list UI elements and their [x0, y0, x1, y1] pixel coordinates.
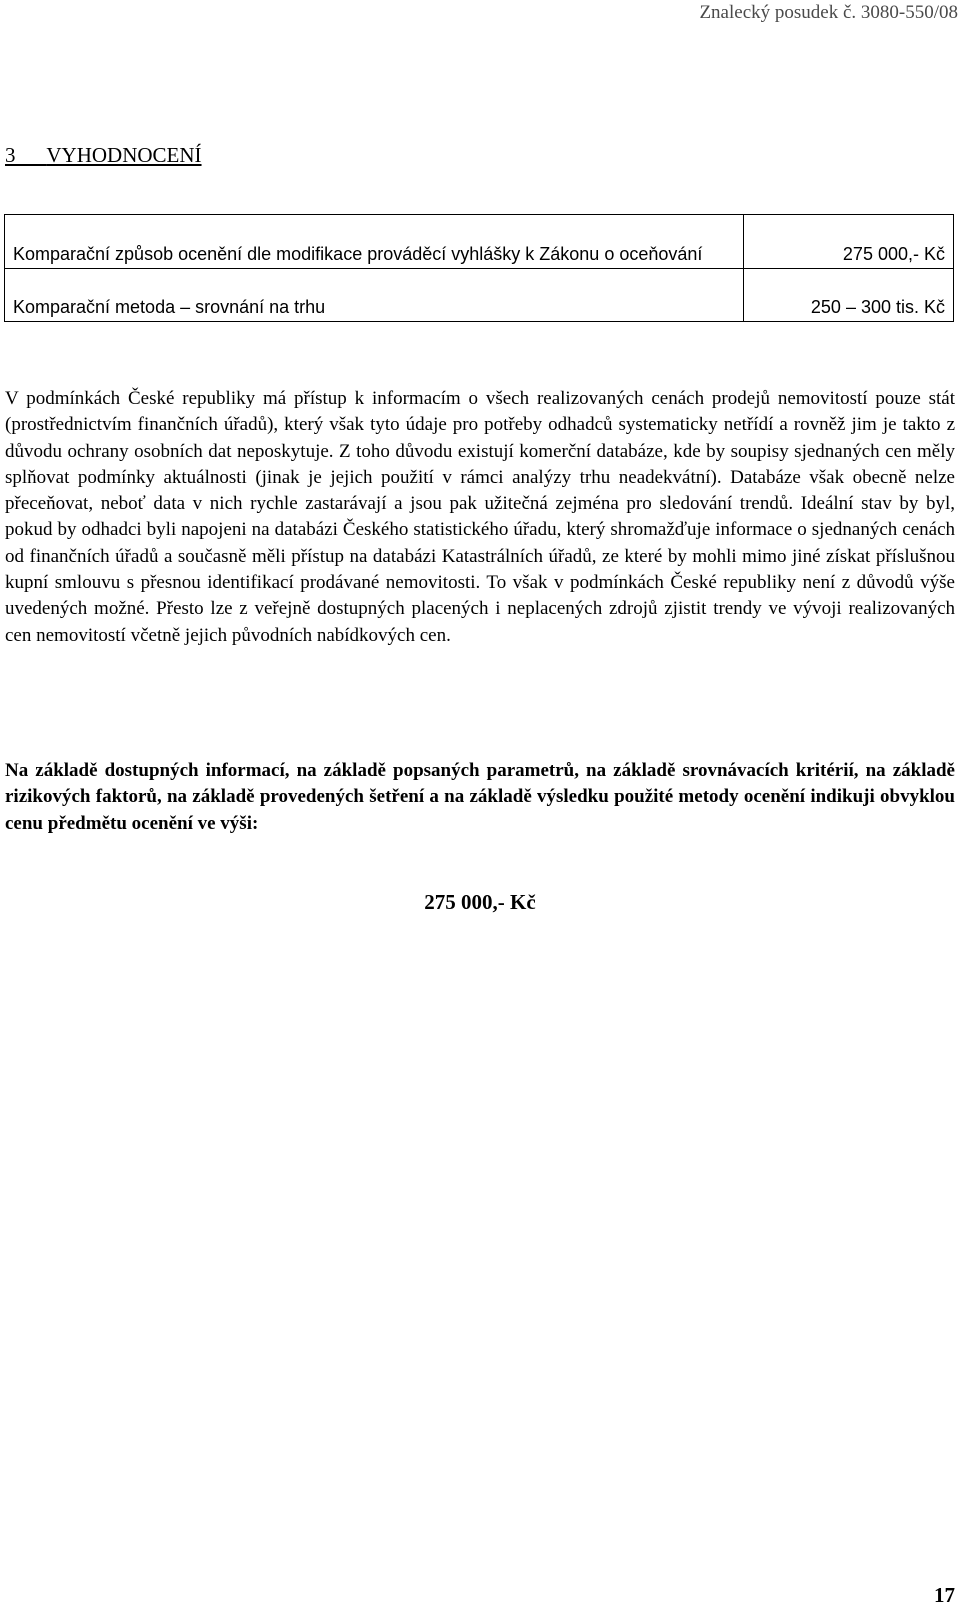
table-row — [5, 269, 954, 322]
body-paragraph — [5, 386, 955, 649]
method-label: Komparační způsob ocenění dle modifikace prováděcí vyhlášky k Zákonu o oceňování — [5, 215, 744, 269]
table-row — [5, 215, 954, 269]
section-heading — [5, 143, 202, 168]
body-text-part-2: Z toho důvodu existují komerční databáze, kde by soupisy sjednaných cen měly splňovat podmínky aktuálnosti (jinak je jejich použití v rámci analýzy trhu neadekvátní). Databáze však obecně nelze přeceňovat, neboť data v nich rychle zastarávají a jsou pak užitečná zejména pro sledování trendů. Ideální stav by byl, pokud by odhadci byli napojeni na databázi Českého statistického úřadu, který shromažďuje informace o sjednaných cenách od finančních úřadů a současně měli přístup na databázi Katastrálních úřadů, ze které by mohli mimo jiné získat příslušnou kupní smlouvu s přesnou identifikací prodávané nemovitosti. To však v podmínkách České republiky není z důvodů výše uvedených možné. Přesto lze z veřejně dostupných placených i neplacených zdrojů zjistit trendy ve vývoji realizovaných cen nemovitostí včetně jejich původních nabídkových cen. — [5, 440, 955, 646]
section-number: 3 — [5, 143, 16, 167]
method-label: Komparační metoda – srovnání na trhu — [5, 269, 744, 322]
section-title: VYHODNOCENÍ — [46, 143, 202, 167]
document-reference: Znalecký posudek č. 3080-550/08 — [699, 2, 958, 23]
method-value: 275 000,- Kč — [744, 215, 954, 269]
body-text-part-1: V podmínkách České republiky má přístup k informacím o všech realizovaných cenách prodejů nemovitostí pouze stát (prostřednictvím finančních úřadů), který však tyto údaje pro potřeby odhadců systematicky netřídí a rovněž jim je takto z důvodu ochrany osobních dat neposkytuje. — [5, 388, 955, 462]
page-number: 17 — [934, 1583, 955, 1607]
valuation-summary-table — [4, 214, 954, 322]
final-value: 275 000,- Kč — [424, 890, 536, 914]
method-value: 250 – 300 tis. Kč — [744, 269, 954, 322]
conclusion-text: Na základě dostupných informací, na základě popsaných parametrů, na základě srovnávacích kritérií, na základě rizikových faktorů, na základě provedených šetření a na základě výsledku použité metody ocenění indikuji obvyklou cenu předmětu ocenění ve výši: — [5, 760, 955, 834]
